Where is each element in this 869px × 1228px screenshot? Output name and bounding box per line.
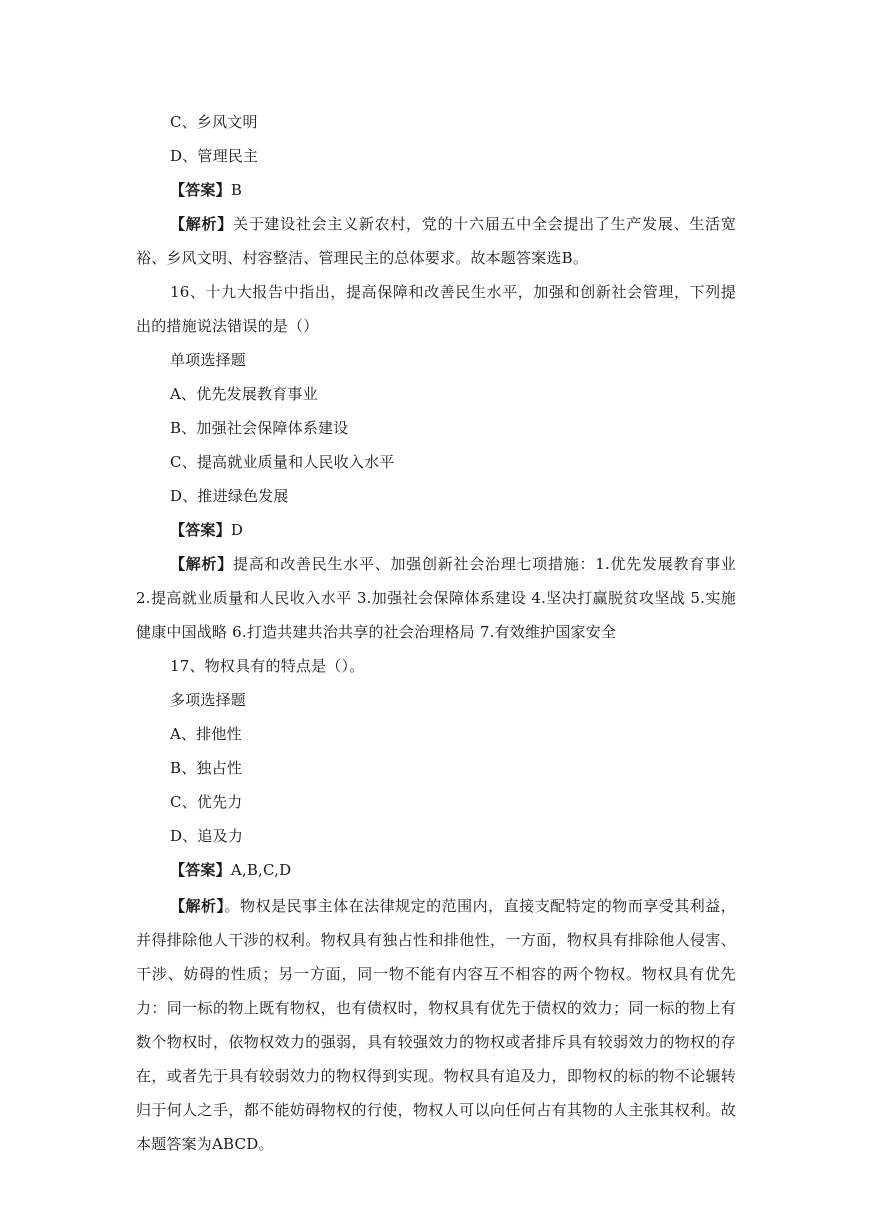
answer-q15 [170, 180, 242, 200]
analysis-label: 【解析】 [170, 897, 225, 915]
answer-value: A,B,C,D [230, 861, 292, 879]
option-c-q15: C、乡风文明 [170, 113, 258, 131]
option-d-q16: D、推进绿色发展 [170, 487, 289, 505]
answer-label: 【答案】 [170, 861, 231, 879]
question-16: 16、十九大报告中指出，提高保障和改善民生水平，加强和创新社会管理，下列提出的措施说法错误的是（） [136, 283, 736, 335]
answer-label: 【答案】 [170, 181, 231, 199]
analysis-q17 [136, 889, 736, 1161]
option-a-q16: A、优先发展教育事业 [170, 385, 318, 403]
analysis-text: 。物权是民事主体在法律规定的范围内，直接支配特定的物而享受其利益，并得排除他人干涉的权利。物权具有独占性和排他性，一方面，物权具有排除他人侵害、干涉、妨碍的性质；另一方面，同一物不能有内容互不相容的两个物权。物权具有优先力：同一标的物上既有物权，也有债权时，物权具有优先于债权的效力；同一标的物上有数个物权时，依物权效力的强弱，具有较强效力的物权或者排斥具有较弱效力的物权的存在，或者先于具有较弱效力的物权得到实现。物权具有追及力，即物权的标的物不论辗转归于何人之手，都不能妨碍物权的行使，物权人可以向任何占有其物的人主张其权利。故本题答案为ABCD。 [136, 897, 736, 1153]
answer-value: D [230, 521, 244, 539]
answer-q16 [170, 520, 243, 540]
option-a-q17: A、排他性 [170, 725, 242, 743]
question-type-16: 单项选择题 [170, 351, 247, 369]
analysis-label: 【解析】 [170, 215, 233, 233]
analysis-label: 【解析】 [170, 555, 234, 573]
analysis-text: 提高和改善民生水平、加强创新社会治理七项措施：1.优先发展教育事业 2.提高就业质量和人民收入水平 3.加强社会保障体系建设 4.坚决打赢脱贫攻坚战 5.实施健康中国战略 6.打造共建共治共享的社会治理格局 7.有效维护国家安全 [136, 555, 736, 641]
analysis-q16 [136, 547, 736, 649]
question-type-17: 多项选择题 [170, 691, 247, 709]
analysis-text: 关于建设社会主义新农村，党的十六届五中全会提出了生产发展、生活宽裕、乡风文明、村容整洁、管理民主的总体要求。故本题答案选B。 [136, 215, 736, 267]
question-17: 17、物权具有的特点是（）。 [170, 657, 365, 675]
option-b-q17: B、独占性 [170, 759, 243, 777]
option-c-q16: C、提高就业质量和人民收入水平 [170, 453, 395, 471]
option-d-q17: D、追及力 [170, 827, 244, 845]
option-b-q16: B、加强社会保障体系建设 [170, 419, 349, 437]
answer-value: B [230, 181, 243, 199]
option-d-q15: D、管理民主 [170, 147, 259, 165]
answer-q17 [170, 860, 291, 880]
answer-label: 【答案】 [170, 521, 231, 539]
option-c-q17: C、优先力 [170, 793, 243, 811]
analysis-q15 [136, 207, 736, 275]
